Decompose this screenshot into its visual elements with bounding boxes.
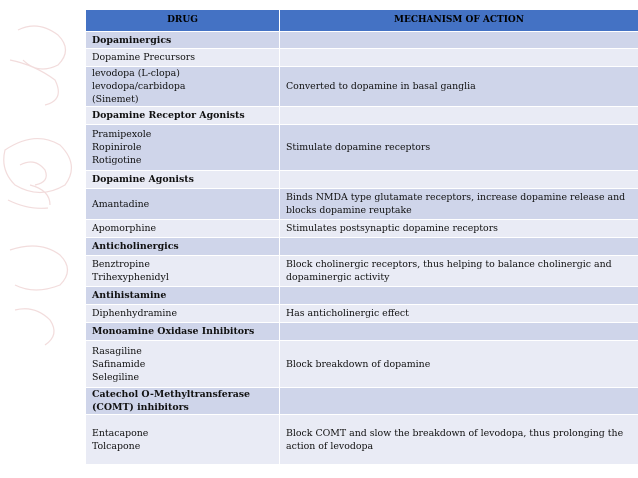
category-row <box>86 388 638 415</box>
category-row <box>86 287 638 305</box>
category-row <box>86 238 638 256</box>
mechanism-cell <box>280 32 638 49</box>
drug-name: Tolcapone <box>92 440 141 452</box>
drug-name: levodopa (L-clopa) levodopa/carbidopa <box>92 68 186 92</box>
drug-name: Rotigotine <box>92 155 142 166</box>
drug-cell <box>86 220 280 238</box>
drug-name: (Sinemet) <box>92 94 139 105</box>
category-row <box>86 171 638 189</box>
drug-name: Amantadine <box>92 198 150 210</box>
drug-name: Monoamine Oxidase Inhibitors <box>92 326 255 337</box>
mechanism-cell: Binds NMDA type glutamate receptors, increase dopamine release and blocks dopamine reuptake <box>280 189 638 220</box>
table-row <box>86 125 638 171</box>
drug-name: Ropinirole <box>92 142 142 153</box>
table-body <box>86 32 638 465</box>
table-row <box>86 305 638 323</box>
drug-name: Catechol O-Methyltransferase (COMT) inhibitors <box>92 389 251 413</box>
drug-cell <box>86 415 280 465</box>
header-mechanism: MECHANISM OF ACTION <box>280 10 638 32</box>
drug-name: Benztropine <box>92 259 150 270</box>
mechanism-cell <box>280 287 638 305</box>
table-row <box>86 189 638 220</box>
category-row <box>86 323 638 341</box>
drug-cell <box>86 305 280 323</box>
category-cell <box>86 171 280 189</box>
mechanism-cell: Block COMT and slow the breakdown of levodopa, thus prolonging the action of levodopa <box>280 415 638 465</box>
category-cell <box>86 107 280 125</box>
mechanism-cell <box>280 107 638 125</box>
drug-name: Dopamine Receptor Agonists <box>92 110 245 121</box>
drug-name: Entacapone <box>92 427 149 439</box>
mechanism-cell: Block cholinergic receptors, thus helping to balance cholinergic and dopaminergic activity <box>280 256 638 287</box>
drug-name: Dopamine Agonists <box>92 174 194 185</box>
drug-cell <box>86 189 280 220</box>
drug-name: Selegiline <box>92 371 140 383</box>
category-cell <box>86 238 280 256</box>
category-cell <box>86 32 280 49</box>
category-row <box>86 107 638 125</box>
mechanism-cell <box>280 49 638 67</box>
drug-mechanism-table <box>85 9 638 465</box>
table-row <box>86 67 638 107</box>
mechanism-cell <box>280 171 638 189</box>
drug-name: Anticholinergics <box>92 241 179 252</box>
drug-name: Apomorphine <box>92 223 157 234</box>
drug-cell <box>86 125 280 171</box>
mechanism-cell <box>280 323 638 341</box>
drug-name: Antihistamine <box>92 290 167 301</box>
drug-cell <box>86 341 280 388</box>
drug-cell <box>86 256 280 287</box>
category-cell <box>86 388 280 415</box>
drug-cell <box>86 49 280 67</box>
drug-name: Pramipexole <box>92 129 152 140</box>
category-cell <box>86 323 280 341</box>
mechanism-cell: Block breakdown of dopamine <box>280 341 638 388</box>
table-row <box>86 49 638 67</box>
drug-name: Trihexyphenidyl <box>92 272 169 283</box>
drug-name: Dopaminergics <box>92 34 172 46</box>
mechanism-cell: Has anticholinergic effect <box>280 305 638 323</box>
drug-name: Safinamide <box>92 358 146 370</box>
drug-cell <box>86 67 280 107</box>
header-drug: DRUG <box>86 10 280 32</box>
table-row <box>86 341 638 388</box>
drug-name: Diphenhydramine <box>92 308 178 319</box>
drug-name: Dopamine Precursors <box>92 52 196 63</box>
category-row <box>86 32 638 49</box>
drug-name: Rasagiline <box>92 345 142 357</box>
mechanism-cell <box>280 388 638 415</box>
category-cell <box>86 287 280 305</box>
table-row <box>86 415 638 465</box>
mechanism-cell <box>280 238 638 256</box>
brain-watermark-icon <box>0 0 86 478</box>
table-row <box>86 220 638 238</box>
mechanism-cell: Stimulate dopamine receptors <box>280 125 638 171</box>
mechanism-cell: Stimulates postsynaptic dopamine receptors <box>280 220 638 238</box>
table-header-row <box>86 10 638 32</box>
mechanism-cell: Converted to dopamine in basal ganglia <box>280 67 638 107</box>
table-row <box>86 256 638 287</box>
